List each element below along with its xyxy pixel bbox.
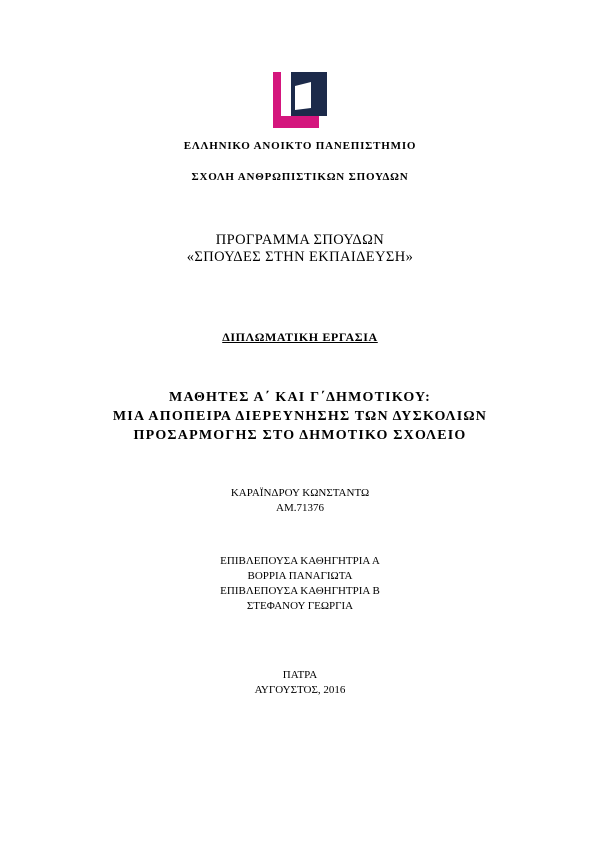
author-name: ΚΑΡΑΪΝΔΡΟΥ ΚΩΝΣΤΑΝΤΩ (230, 487, 370, 499)
thesis-title-line-2: ΜΙΑ ΑΠΟΠΕΙΡΑ ΔΙΕΡΕΥΝΗΣΗΣ ΤΩΝ ΔΥΣΚΟΛΙΩΝ (112, 409, 488, 424)
university-logo (273, 72, 327, 128)
program-line-2: «ΣΠΟΥΔΕΣ ΣΤΗΝ ΕΚΠΑΙΔΕΥΣΗ» (186, 249, 414, 265)
supervisor-b-role: ΕΠΙΒΛΕΠΟΥΣΑ ΚΑΘΗΓΗΤΡΙΑ Β (220, 585, 380, 597)
thesis-title-line-3: ΠΡΟΣΑΡΜΟΓΗΣ ΣΤΟ ΔΗΜΟΤΙΚΟ ΣΧΟΛΕΙΟ (133, 428, 467, 443)
thesis-type-heading: ΔΙΠΛΩΜΑΤΙΚΗ ΕΡΓΑΣΙΑ (222, 330, 378, 344)
school-name: ΣΧΟΛΗ ΑΝΘΡΩΠΙΣΤΙΚΩΝ ΣΠΟΥΔΩΝ (191, 171, 409, 183)
date: ΑΥΓΟΥΣΤΟΣ, 2016 (254, 684, 346, 696)
university-name: ΕΛΛΗΝΙΚΟ ΑΝΟΙΚΤΟ ΠΑΝΕΠΙΣΤΗΜΙΟ (183, 140, 417, 152)
supervisor-b-name: ΣΤΕΦΑΝΟΥ ΓΕΩΡΓΙΑ (246, 600, 354, 612)
supervisor-a-role: ΕΠΙΒΛΕΠΟΥΣΑ ΚΑΘΗΓΗΤΡΙΑ Α (220, 555, 380, 567)
thesis-title-line-1: ΜΑΘΗΤΕΣ Α΄ ΚΑΙ Γ΄ΔΗΜΟΤΙΚΟΥ: (169, 390, 431, 405)
program-line-1: ΠΡΟΓΡΑΜΜΑ ΣΠΟΥΔΩΝ (215, 232, 385, 248)
place: ΠΑΤΡΑ (282, 669, 318, 681)
supervisor-a-name: ΒΟΡΡΙΑ ΠΑΝΑΓΙΩΤΑ (247, 570, 353, 582)
logo-white-page (295, 82, 311, 110)
logo-magenta-base (273, 116, 319, 128)
author-id: ΑΜ.71376 (276, 502, 324, 514)
